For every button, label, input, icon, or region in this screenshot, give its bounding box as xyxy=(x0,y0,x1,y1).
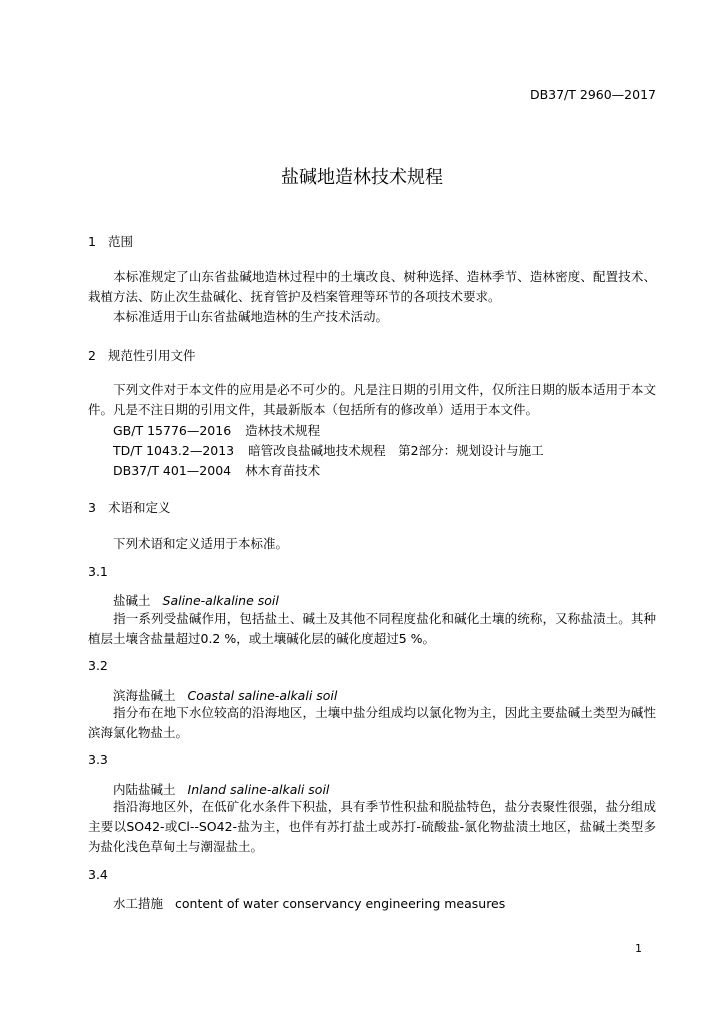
section-heading-references xyxy=(88,346,196,364)
term-heading xyxy=(113,894,505,912)
scope-applicability: 本标准适用于山东省盐碱地造林的生产技术活动。 xyxy=(113,309,389,324)
section-number: 1 xyxy=(88,234,96,249)
section-title: 范围 xyxy=(108,234,134,249)
section-number: 3 xyxy=(88,500,96,515)
reference-name: 林木育苗技术 xyxy=(245,463,321,478)
term-definition xyxy=(88,703,656,743)
term-zh: 盐碱土 xyxy=(113,593,151,608)
reference-item xyxy=(113,461,320,479)
section-heading-scope xyxy=(88,232,133,250)
term-number: 3.2 xyxy=(88,658,108,673)
term-heading xyxy=(113,780,329,798)
term-definition xyxy=(88,797,656,857)
reference-name: 暗管改良盐碱地技术规程 第2部分：规划设计与施工 xyxy=(248,443,544,458)
terms-intro: 下列术语和定义适用于本标准。 xyxy=(113,536,289,551)
term-number: 3.1 xyxy=(88,564,108,579)
term-zh: 内陆盐碱土 xyxy=(113,782,176,797)
section-heading-terms xyxy=(88,498,171,516)
document-code: DB37/T 2960—2017 xyxy=(529,87,656,102)
reference-code: TD/T 1043.2—2013 xyxy=(113,443,235,458)
reference-item xyxy=(113,421,320,439)
scope-paragraph xyxy=(88,267,656,307)
references-intro-text: 下列文件对于本文件的应用是必不可少的。凡是注日期的引用文件，仅所注日期的版本适用于本文件。凡是不注日期的引用文件，其最新版本（包括所有的修改单）适用于本文件。 xyxy=(88,382,656,417)
term-en: Saline-alkaline soil xyxy=(162,593,279,608)
term-number: 3.3 xyxy=(88,752,108,767)
reference-item xyxy=(113,441,544,459)
term-en: content of water conservancy engineering measures xyxy=(175,896,506,911)
section-number: 2 xyxy=(88,348,96,363)
term-number: 3.4 xyxy=(88,867,108,882)
reference-code: DB37/T 401—2004 xyxy=(113,463,232,478)
term-definition xyxy=(88,609,656,649)
term-heading xyxy=(113,591,279,609)
page-number: 1 xyxy=(635,942,642,955)
term-en: Coastal saline-alkali soil xyxy=(187,688,338,703)
reference-name: 造林技术规程 xyxy=(245,423,321,438)
references-intro xyxy=(88,380,656,420)
term-zh: 滨海盐碱土 xyxy=(113,688,176,703)
term-en: Inland saline-alkali soil xyxy=(187,782,330,797)
term-zh: 水工措施 xyxy=(113,896,164,911)
document-title: 盐碱地造林技术规程 xyxy=(281,167,443,188)
section-title: 术语和定义 xyxy=(108,500,171,515)
term-heading xyxy=(113,686,337,704)
section-title: 规范性引用文件 xyxy=(108,348,196,363)
term-definition-text: 指沿海地区外，在低矿化水条件下积盐，具有季节性积盐和脱盐特色，盐分表聚性很强，盐分组成主要以SO42-或Cl--SO42-盐为主，也伴有苏打盐土或苏打-硫酸盐-氯化物盐渍土地区，盐碱土类型多为盐化浅色草甸土与潮湿盐土。 xyxy=(88,799,656,854)
term-definition-text: 指一系列受盐碱作用，包括盐土、碱土及其他不同程度盐化和碱化土壤的统称，又称盐渍土。其种植层土壤含盐量超过0.2 %，或土壤碱化层的碱化度超过5 %。 xyxy=(88,611,656,646)
scope-text: 本标准规定了山东省盐碱地造林过程中的土壤改良、树种选择、造林季节、造林密度、配置技术、栽植方法、防止次生盐碱化、抚育管护及档案管理等环节的各项技术要求。 xyxy=(88,269,656,304)
term-definition-text: 指分布在地下水位较高的沿海地区，土壤中盐分组成均以氯化物为主，因此主要盐碱土类型为碱性滨海氯化物盐土。 xyxy=(88,705,656,740)
reference-code: GB/T 15776—2016 xyxy=(113,423,232,438)
